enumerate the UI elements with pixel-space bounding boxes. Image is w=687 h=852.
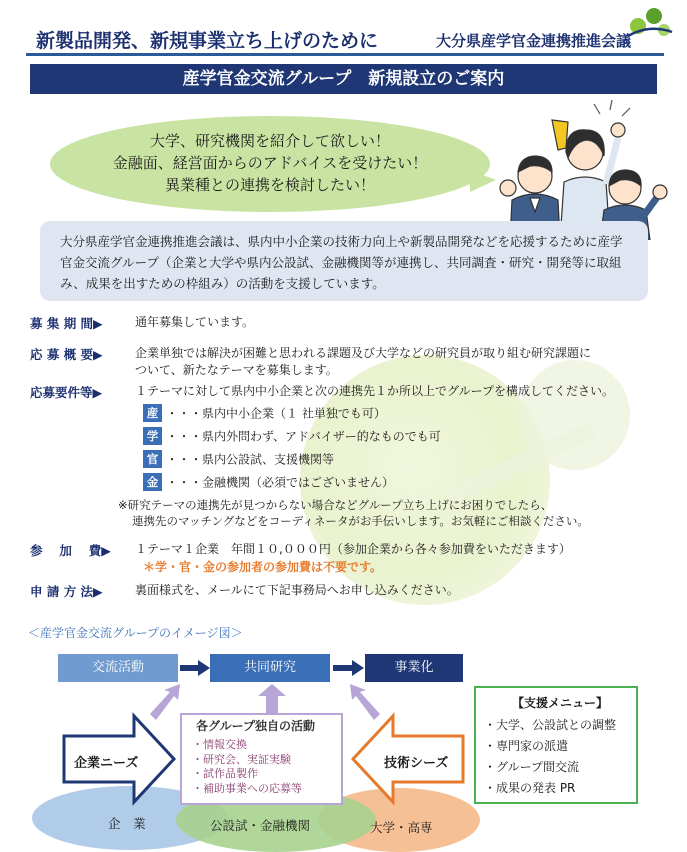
apply-value: 裏面様式を、メールにて下記事務局へお申し込みください。 xyxy=(135,583,459,597)
bubble-line: 異業種との連携を検討したい！ xyxy=(164,176,375,194)
note-line-1: ※研究テーマの連携先が見つからない場合などグループ立ち上げにお困りでしたら、 xyxy=(118,498,553,512)
ellipse-label-public-labs: 公設試・金融機関 xyxy=(210,818,311,833)
partner-chip: 学 xyxy=(143,427,162,445)
partner-chip: 産 xyxy=(143,404,162,422)
partner-text: ・・・県内中小企業（１ 社単独でも可） xyxy=(166,406,386,421)
needs-arrow-label: 企業ニーズ xyxy=(74,756,139,771)
bubble-line: 大学、研究機関を紹介して欲しい！ xyxy=(149,132,390,150)
fee-note: ＊学・官・金の参加者の参加費は不要です。 xyxy=(143,560,383,574)
bubble-line: 金融面、経営面からのアドバイスを受けたい！ xyxy=(112,154,428,172)
period-value: 通年募集しています。 xyxy=(135,315,255,329)
activity-item: ・補助事業への応募等 xyxy=(192,781,302,795)
partner-text: ・・・県内公設試、支援機関等 xyxy=(166,452,335,467)
partner-text: ・・・県内外問わず、アドバイザー的なものでも可 xyxy=(166,429,441,444)
ellipse-label-companies: 企 業 xyxy=(108,816,146,831)
activity-item: ・情報交換 xyxy=(192,738,247,751)
partner-row-industry xyxy=(143,404,386,422)
fee-value: １テーマ１企業 年間１０,０００円（参加企業から各々参加費をいただきます） xyxy=(135,542,571,556)
org-logo-icon xyxy=(624,6,674,42)
header-title: 新製品開発、新規事業立ち上げのために xyxy=(36,30,379,52)
flow-commercialization: 事業化 xyxy=(365,654,463,682)
flow-arrow-icon xyxy=(180,660,210,676)
activities-title: 各グループ独自の活動 xyxy=(196,719,316,733)
support-item: ・グループ間交流 xyxy=(484,760,580,774)
fee-label: 参 加 費▶ xyxy=(30,543,111,558)
intro-paragraph: 大分県産学官金連携推進会議は、県内中小企業の技術力向上や新製品開発などを応援するために産学官金交流グループ（企業と大学や県内公設試、金融機関等が連携し、共同調査・研究・開発等に取組み、成果を出すための枠組み）の活動を支援しています。 xyxy=(40,221,648,301)
business-people-illustration xyxy=(490,100,670,240)
ellipse-label-universities: 大学・高専 xyxy=(370,820,433,835)
period-label: 募 集 期 間▶ xyxy=(30,316,103,331)
partner-row-academia xyxy=(143,427,441,445)
support-menu-title: 【支援メニュー】 xyxy=(512,696,609,710)
note-line-2: 連携先のマッチングなどをコーディネータがお手伝いします。お気軽にご相談ください。 xyxy=(132,514,589,528)
requirements-label: 応募要件等▶ xyxy=(30,385,103,400)
flow-exchange: 交流活動 xyxy=(58,654,178,682)
flow-joint-research: 共同研究 xyxy=(210,654,330,682)
partner-chip: 官 xyxy=(143,450,162,468)
header xyxy=(26,22,664,56)
overview-label: 応 募 概 要▶ xyxy=(30,347,103,362)
partner-row-finance xyxy=(143,473,394,491)
overview-line-1: 企業単独では解決が困難と思われる課題及び大学などの研究員が取り組む研究課題に xyxy=(135,346,592,360)
activities-list xyxy=(192,738,302,796)
partner-text: ・・・金融機関（必須ではございません） xyxy=(166,475,395,490)
flow-arrow-icon xyxy=(333,660,364,676)
support-item: ・大学、公設試との調整 xyxy=(484,718,617,732)
overview-line-2: ついて、新たなテーマを募集します。 xyxy=(135,363,338,377)
partner-row-government xyxy=(143,450,334,468)
header-org: 大分県産学官金連携推進会議 xyxy=(436,32,632,50)
diagram-title: ＜産学官金交流グループのイメージ図＞ xyxy=(28,626,243,640)
requirements-value: １テーマに対して県内中小企業と次の連携先１か所以上でグループを構成してください。 xyxy=(135,384,615,398)
banner: 産学官金交流グループ 新規設立のご案内 xyxy=(30,64,657,94)
seeds-arrow-label: 技術シーズ xyxy=(384,756,449,771)
activity-item: ・試作品製作 xyxy=(192,767,258,780)
support-item: ・専門家の派遣 xyxy=(484,739,569,753)
support-item: ・成果の発表 PR xyxy=(484,781,576,795)
speech-bubble-text xyxy=(60,130,480,196)
apply-label: 申 請 方 法▶ xyxy=(30,584,103,599)
support-menu-list xyxy=(484,715,616,799)
partner-chip: 金 xyxy=(143,473,162,491)
activity-item: ・研究会、実証実験 xyxy=(192,752,291,766)
